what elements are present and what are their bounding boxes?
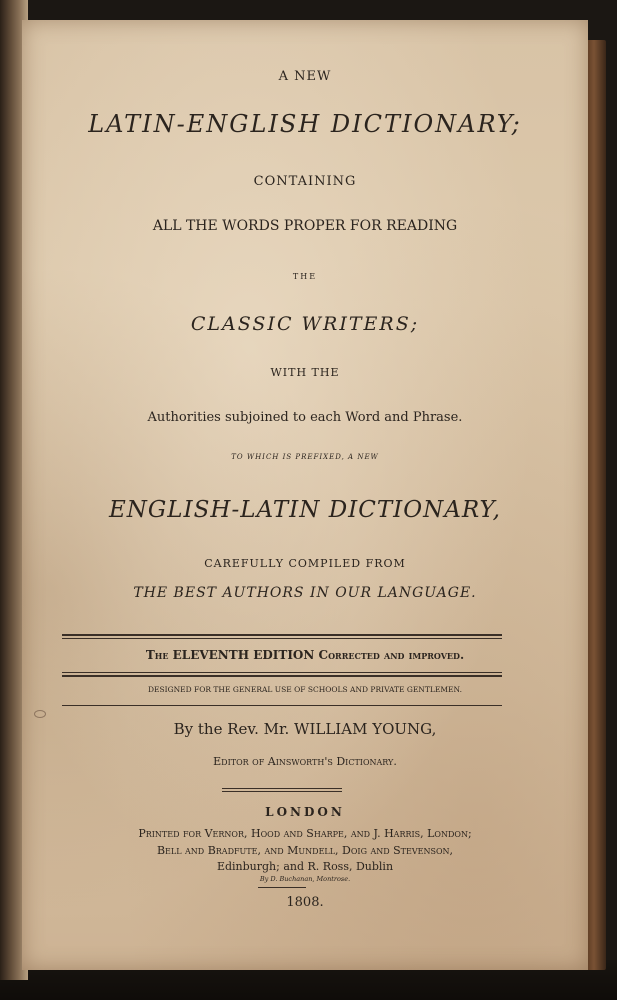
printed-line-2: Bell and Bradfute, and Mundell, Doig and Stevenson, <box>156 844 454 857</box>
year-line: 1808. <box>286 895 324 910</box>
short-rule-thin <box>222 791 342 792</box>
single-rule <box>62 705 502 706</box>
all-words-line: ALL THE WORDS PROPER FOR READING <box>152 218 458 234</box>
year-rule <box>258 887 306 888</box>
author-line: By the Rev. Mr. WILLIAM YOUNG, <box>173 720 437 738</box>
a-new-heading: A NEW <box>278 69 332 84</box>
short-rule <box>222 788 342 789</box>
london-line: LONDON <box>265 805 345 819</box>
containing-line: CONTAINING <box>253 174 357 189</box>
leather-cover-edge <box>586 40 606 970</box>
best-authors-line: THE BEST AUTHORS IN OUR LANGUAGE. <box>133 585 477 601</box>
the-line: THE <box>292 272 318 281</box>
double-rule-top <box>62 634 502 636</box>
paper-blemish <box>34 710 46 718</box>
printed-line-1: Printed for Vernor, Hood and Sharpe, and J. Harris, London; <box>138 827 472 840</box>
compiled-line: CAREFULLY COMPILED FROM <box>204 557 406 570</box>
edition-line: The ELEVENTH EDITION Corrected and improved. <box>145 648 465 662</box>
prefixed-line: TO WHICH IS PREFIXED, A NEW <box>231 453 379 461</box>
authorities-line: Authorities subjoined to each Word and Phrase. <box>147 410 463 425</box>
double-rule-top-thin <box>62 638 502 639</box>
double-rule-mid <box>62 672 502 673</box>
with-the-line: WITH THE <box>270 366 340 379</box>
printed-line-3: Edinburgh; and R. Ross, Dublin <box>216 860 394 873</box>
editor-line: Editor of Ainsworth's Dictionary. <box>213 755 397 768</box>
title-page <box>22 20 588 970</box>
double-rule-mid-thick <box>62 675 502 677</box>
second-title: ENGLISH-LATIN DICTIONARY, <box>108 497 501 523</box>
designed-line: DESIGNED FOR THE GENERAL USE OF SCHOOLS AND PRIVATE GENTLEMEN. <box>148 685 462 694</box>
classic-writers-line: CLASSIC WRITERS; <box>190 313 420 335</box>
main-title: LATIN-ENGLISH DICTIONARY; <box>88 110 522 138</box>
printer-line: By D. Buchanan, Montrose. <box>259 875 351 883</box>
